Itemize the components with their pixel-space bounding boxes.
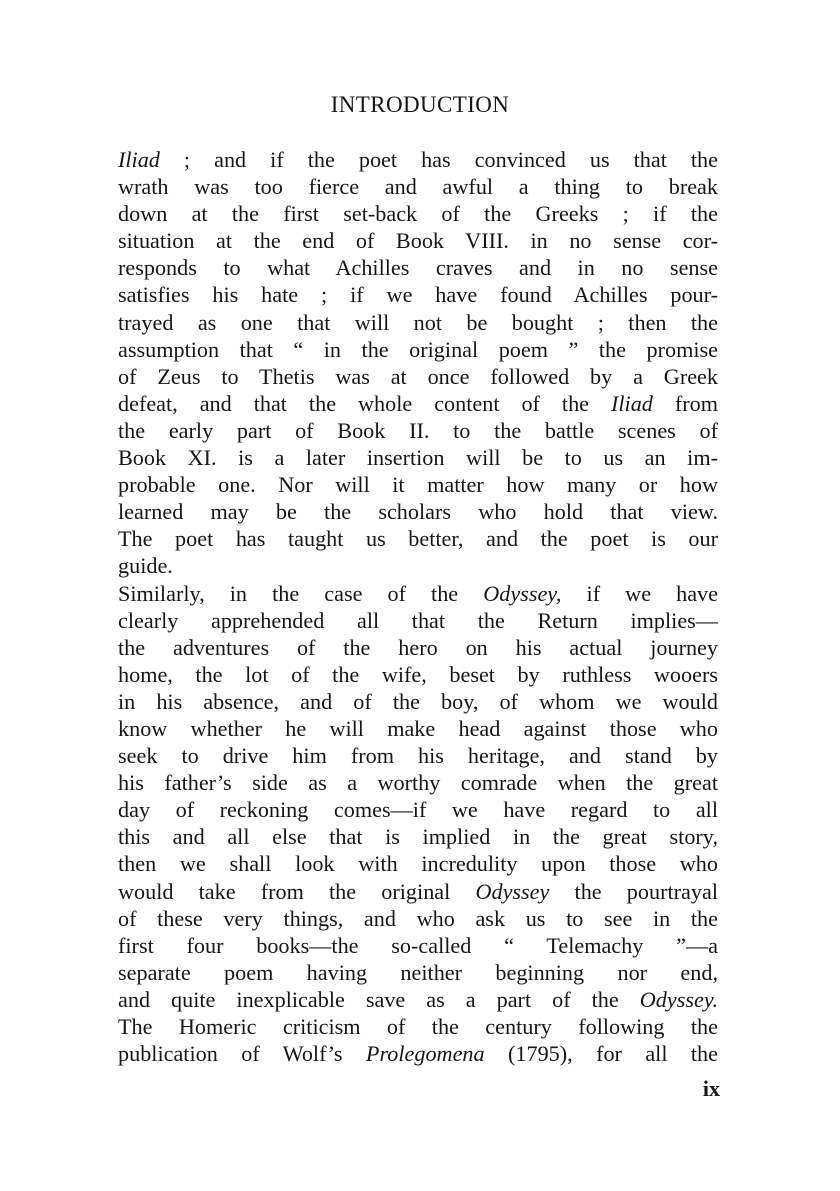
text-run: learned may be the scholars who hold that view.: [118, 499, 718, 525]
text-run: and quite inexplicable save as a part of the: [118, 986, 640, 1012]
text-run: home, the lot of the wife, beset by ruthless wooers: [118, 661, 718, 687]
text-line: [118, 850, 718, 877]
text-line: [118, 200, 718, 227]
text-line: [118, 905, 718, 932]
text-run: of Zeus to Thetis was at once followed by a Greek: [118, 363, 718, 389]
text-run: if we have: [561, 580, 718, 606]
text-line: [118, 959, 718, 986]
text-line: [118, 417, 718, 444]
text-line: [118, 715, 718, 742]
text-line: [118, 471, 718, 498]
text-run: seek to drive him from his heritage, and stand by: [118, 743, 718, 769]
text-line: [118, 661, 718, 688]
text-run: day of reckoning comes—if we have regard to all: [118, 797, 718, 823]
text-line: [118, 309, 718, 336]
text-line: [118, 227, 718, 254]
text-line: [118, 281, 718, 308]
text-run: the early part of Book II. to the battle scenes of: [118, 417, 718, 443]
text-run: ; and if the poet has convinced us that the: [159, 147, 718, 172]
text-run: assumption that “ in the original poem ” the promise: [118, 336, 718, 362]
text-run: Book XI. is a later insertion will be to us an im-: [118, 445, 718, 471]
text-line: [118, 498, 718, 525]
text-run: the adventures of the hero on his actual journey: [118, 634, 718, 660]
italic-title: Odyssey.: [639, 986, 718, 1012]
italic-title: Iliad: [610, 390, 653, 416]
text-run: situation at the end of Book VIII. in no sense cor-: [118, 228, 718, 254]
page-number: ix: [702, 1076, 720, 1101]
text-run: probable one. Nor will it matter how many or how: [118, 472, 718, 498]
text-run: wrath was too fierce and awful a thing to break: [118, 174, 718, 200]
text-run: publication of Wolf’s: [118, 1041, 366, 1067]
text-line: [118, 363, 718, 390]
text-line: [118, 1013, 718, 1040]
text-line: [118, 878, 718, 905]
text-line: [118, 688, 718, 715]
text-run: this and all else that is implied in the great story,: [118, 824, 718, 850]
text-run: trayed as one that will not be bought ; then the: [118, 309, 718, 335]
italic-title: Prolegomena: [365, 1041, 485, 1067]
text-run: his father’s side as a worthy comrade when the great: [118, 770, 718, 796]
text-run: separate poem having neither beginning nor end,: [118, 959, 718, 985]
text-line: [118, 146, 718, 173]
text-line: [118, 1040, 718, 1067]
text-run: responds to what Achilles craves and in no sense: [118, 255, 718, 281]
text-line: [118, 390, 718, 417]
running-head: INTRODUCTION: [330, 92, 510, 117]
text-run: guide.: [118, 553, 173, 579]
body-text: [118, 146, 718, 1067]
italic-title: Odyssey: [475, 878, 550, 904]
text-line: [118, 580, 718, 607]
text-run: then we shall look with incredulity upon those who: [118, 851, 718, 877]
text-run: clearly apprehended all that the Return implies—: [118, 607, 718, 633]
text-line: [118, 336, 718, 363]
text-run: defeat, and that the whole content of the: [118, 390, 611, 416]
text-line: [118, 823, 718, 850]
text-line: [118, 525, 718, 552]
text-run: Similarly, in the case of the: [118, 580, 484, 606]
italic-title: Odyssey,: [483, 580, 562, 606]
text-line: [118, 444, 718, 471]
text-run: would take from the original: [118, 878, 476, 904]
text-run: satisfies his hate ; if we have found Achilles pour-: [118, 282, 718, 308]
text-run: from: [652, 390, 718, 416]
text-line: [118, 986, 718, 1013]
text-run: the pourtrayal: [549, 878, 718, 904]
text-run: The poet has taught us better, and the poet is our: [118, 526, 718, 552]
text-run: first four books—the so-called “ Telemachy ”—a: [118, 932, 718, 958]
text-line: [118, 932, 718, 959]
text-line: [118, 634, 718, 661]
text-run: down at the first set-back of the Greeks ; if the: [118, 201, 718, 227]
text-run: in his absence, and of the boy, of whom we would: [118, 688, 718, 714]
italic-title: Iliad: [118, 147, 160, 172]
text-run: (1795), for all the: [484, 1041, 718, 1067]
text-run: The Homeric criticism of the century following the: [118, 1014, 718, 1039]
text-run: know whether he will make head against those who: [118, 715, 718, 741]
text-run: of these very things, and who ask us to see in the: [118, 905, 718, 931]
text-line: [118, 254, 718, 281]
text-line: [118, 796, 718, 823]
text-line: [118, 607, 718, 634]
text-line: [118, 173, 718, 200]
text-line: [118, 552, 718, 579]
text-line: [118, 742, 718, 769]
text-line: [118, 769, 718, 796]
